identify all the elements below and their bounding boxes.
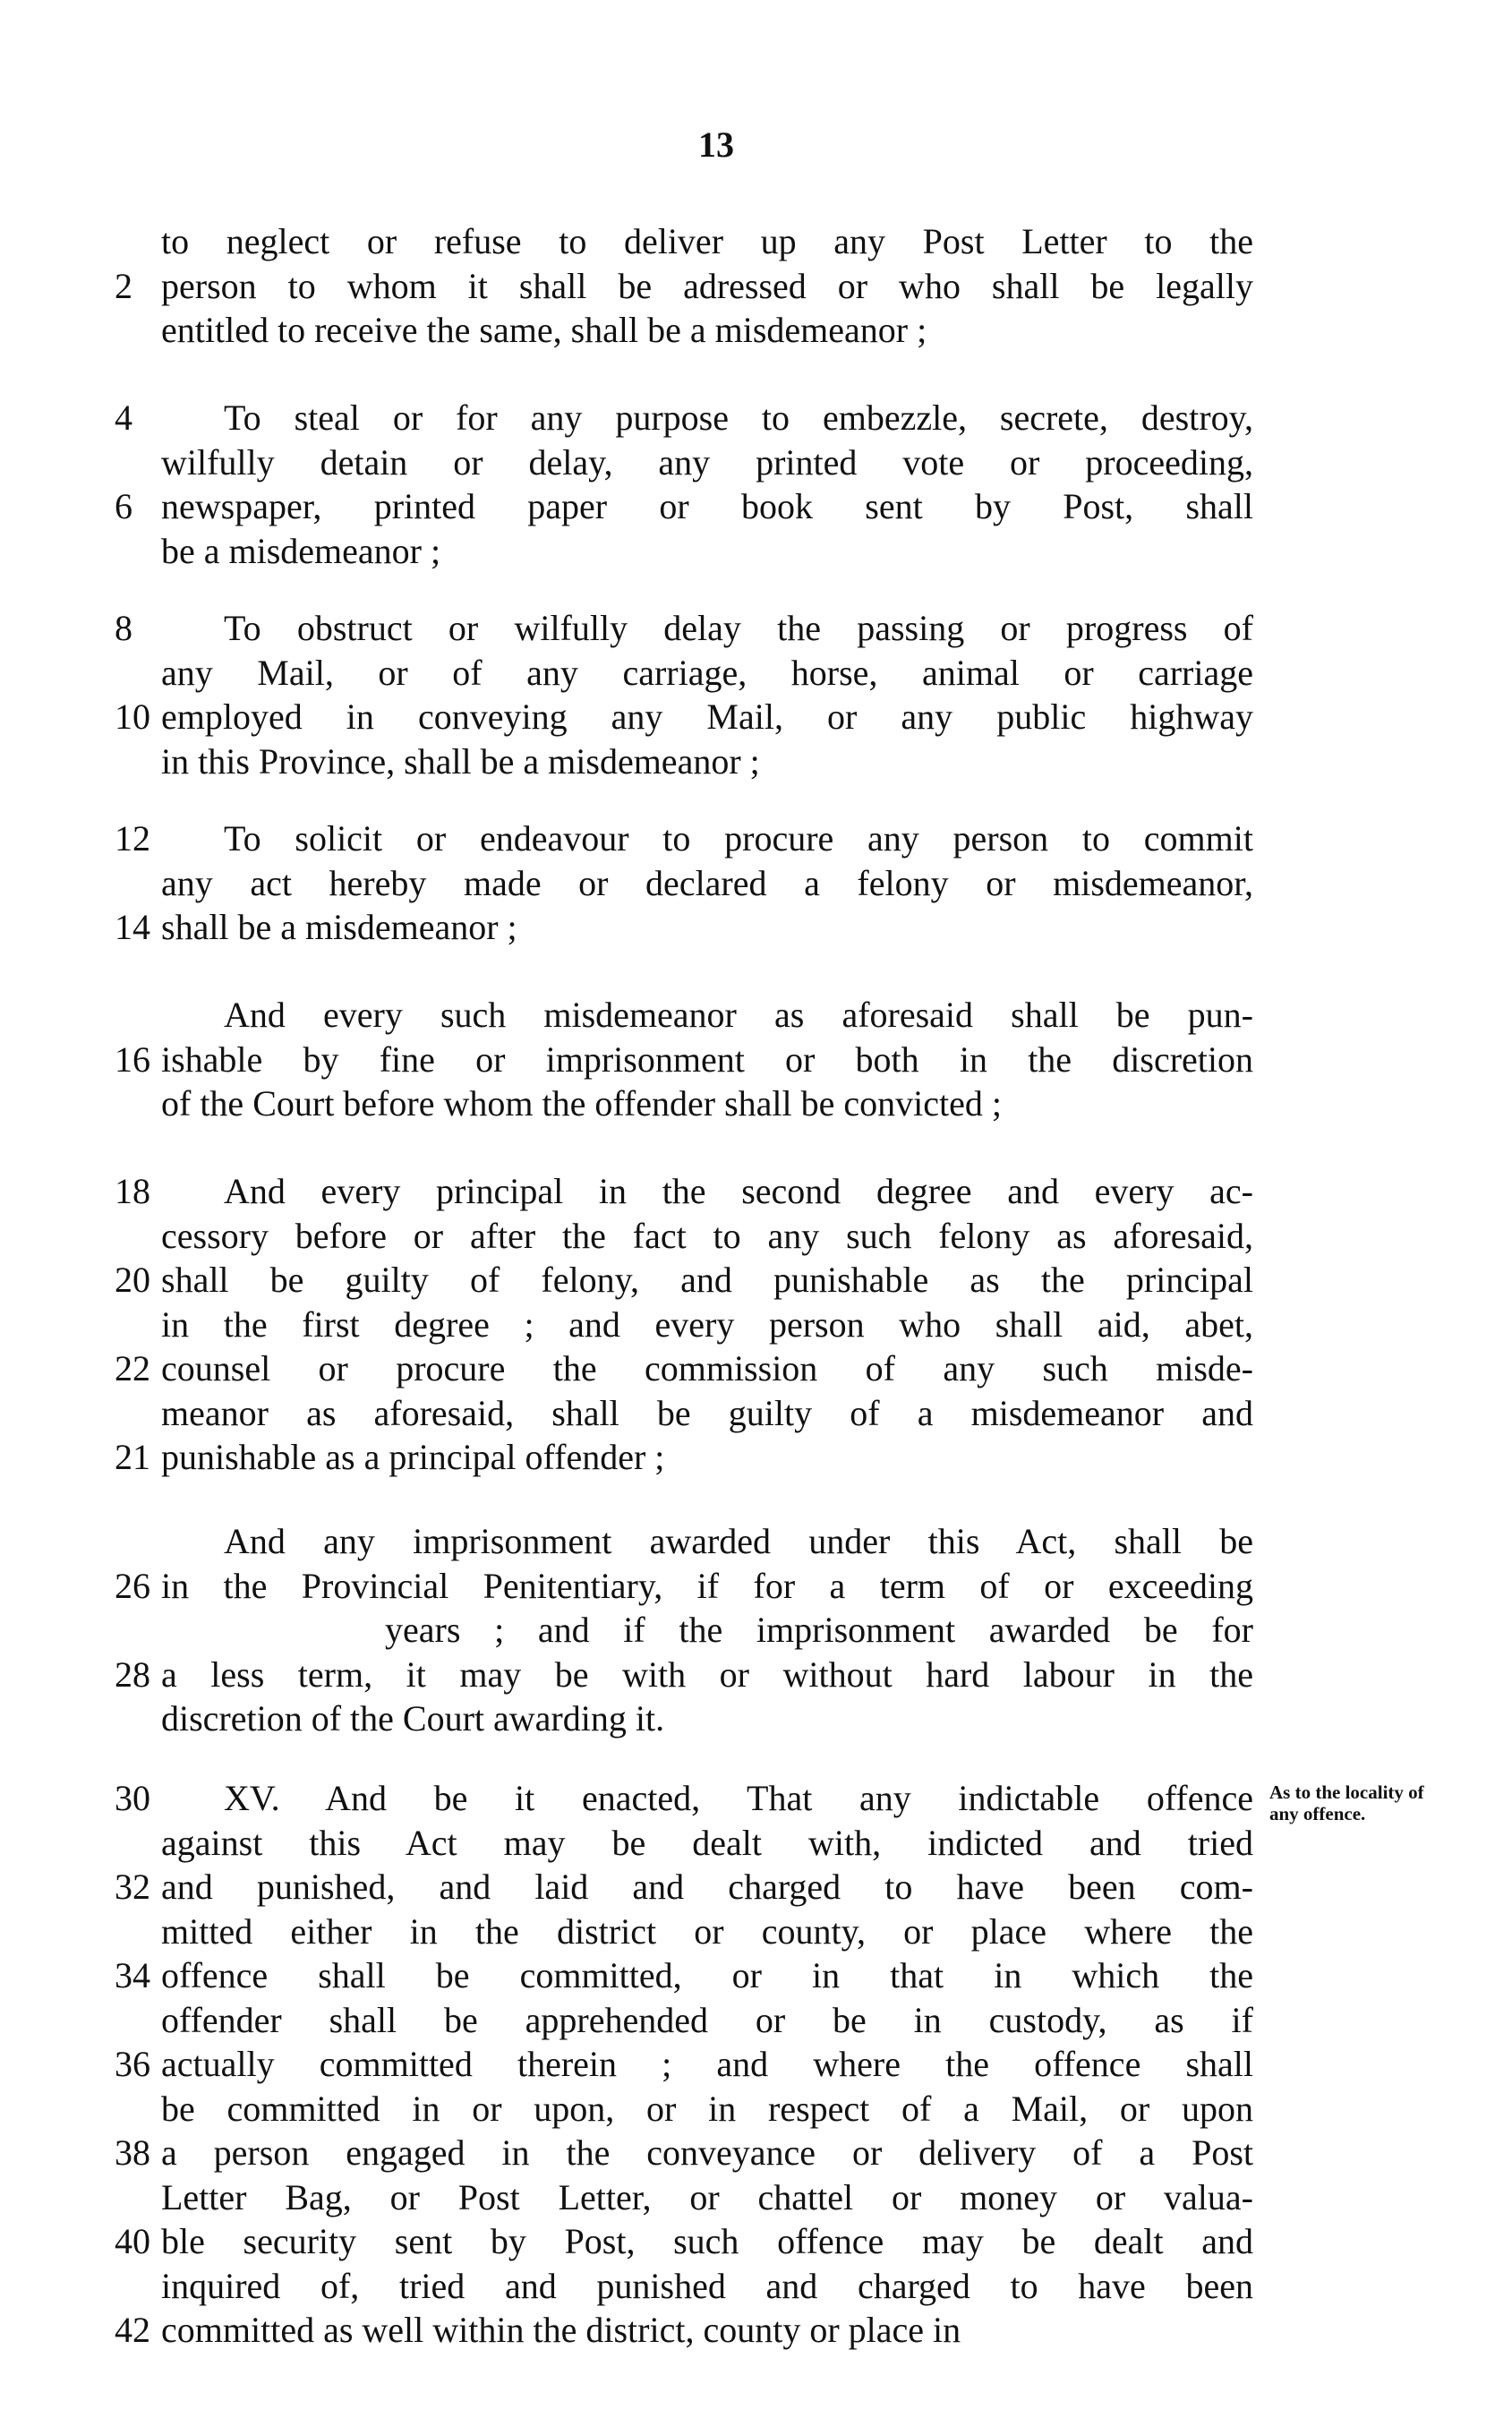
text-line: and punished, and laid and charged to have been com- (161, 1867, 1253, 1907)
text-line: years ; and if the imprisonment awarded be for (385, 1610, 1253, 1650)
text-line: any Mail, or of any carriage, horse, animal or carriage (161, 652, 1253, 693)
text-line: any act hereby made or declared a felony or misdemeanor, (161, 862, 1253, 903)
line-number: 34 (115, 1955, 150, 1995)
line-number: 18 (115, 1171, 150, 1211)
text-line: To solicit or endeavour to procure any person to commit (224, 818, 1253, 859)
line-number: 6 (115, 486, 132, 526)
text-line: discretion of the Court awarding it. (161, 1698, 665, 1739)
line-number: 38 (115, 2132, 150, 2173)
text-line: of the Court before whom the offender shall be convicted ; (161, 1083, 1002, 1124)
text-line: committed as well within the district, county or place in (161, 2310, 961, 2350)
text-line: meanor as aforesaid, shall be guilty of a misdemeanor and (161, 1392, 1253, 1433)
text-line: employed in conveying any Mail, or any public highway (161, 696, 1253, 737)
text-line: offence shall be committed, or in that in which the (161, 1955, 1253, 1995)
text-line: shall be guilty of felony, and punishable as the principal (161, 1260, 1253, 1300)
line-number: 40 (115, 2221, 150, 2261)
margin-note: As to the locality of any offence. (1269, 1781, 1424, 1824)
line-number: 16 (115, 1038, 150, 1080)
text-line: And every principal in the second degree and every ac- (224, 1171, 1253, 1211)
text-line: a person engaged in the conveyance or delivery of a Post (161, 2132, 1253, 2173)
text-line: be a misdemeanor ; (161, 530, 441, 571)
line-number: 2 (115, 265, 132, 306)
line-number: 21 (115, 1437, 150, 1477)
text-line: ble security sent by Post, such offence may be dealt and (161, 2221, 1253, 2261)
line-number: 10 (115, 696, 150, 737)
text-line: counsel or procure the commission of any such misde- (161, 1348, 1253, 1388)
text-line: person to whom it shall be adressed or who shall be legally (161, 265, 1253, 306)
text-line: in the Provincial Penitentiary, if for a term of or exceeding (161, 1565, 1253, 1606)
text-line: to neglect or refuse to deliver up any Post Letter to the (161, 221, 1253, 261)
text-line: ishable by fine or imprisonment or both in the discretion (161, 1038, 1253, 1080)
line-number: 20 (115, 1260, 150, 1300)
line-number: 8 (115, 608, 132, 648)
line-number: 26 (115, 1565, 150, 1606)
line-number: 36 (115, 2044, 150, 2084)
text-line: in the first degree ; and every person who shall aid, abet, (161, 1303, 1253, 1345)
text-line: wilfully detain or delay, any printed vote or proceeding, (161, 441, 1253, 483)
text-line: offender shall be apprehended or be in custody, as if (161, 1999, 1253, 2040)
line-number: 32 (115, 1867, 150, 1907)
text-line: a less term, it may be with or without hard labour in the (161, 1653, 1253, 1695)
text-line: inquired of, tried and punished and charged to have been (161, 2265, 1253, 2306)
text-line: And any imprisonment awarded under this Act, shall be (224, 1521, 1253, 1561)
text-line: newspaper, printed paper or book sent by Post, shall (161, 486, 1253, 526)
line-number: 30 (115, 1778, 150, 1818)
page-number: 13 (698, 124, 734, 165)
text-line: Letter Bag, or Post Letter, or chattel or money or valua- (161, 2176, 1253, 2217)
text-line: To steal or for any purpose to embezzle, secrete, destroy, (224, 397, 1253, 438)
line-number: 4 (115, 397, 132, 438)
text-line: shall be a misdemeanor ; (161, 907, 517, 947)
text-line: be committed in or upon, or in respect of a Mail, or upon (161, 2088, 1253, 2129)
line-number: 42 (115, 2310, 150, 2350)
text-line: XV. And be it enacted, That any indictable offence (224, 1778, 1253, 1818)
text-line: cessory before or after the fact to any such felony as aforesaid, (161, 1215, 1253, 1256)
text-line: against this Act may be dealt with, indicted and tried (161, 1822, 1253, 1863)
text-line: To obstruct or wilfully delay the passing or progress of (224, 608, 1253, 648)
line-number: 28 (115, 1653, 150, 1695)
text-line: punishable as a principal offender ; (161, 1437, 665, 1477)
text-line: actually committed therein ; and where the offence shall (161, 2044, 1253, 2084)
line-number: 14 (115, 907, 150, 947)
text-line: in this Province, shall be a misdemeanor ; (161, 740, 760, 782)
line-number: 12 (115, 818, 150, 859)
line-number: 22 (115, 1348, 150, 1388)
text-line: mitted either in the district or county, or place where the (161, 1910, 1253, 1952)
text-line: And every such misdemeanor as aforesaid shall be pun- (224, 995, 1253, 1035)
text-line: entitled to receive the same, shall be a misdemeanor ; (161, 310, 927, 350)
